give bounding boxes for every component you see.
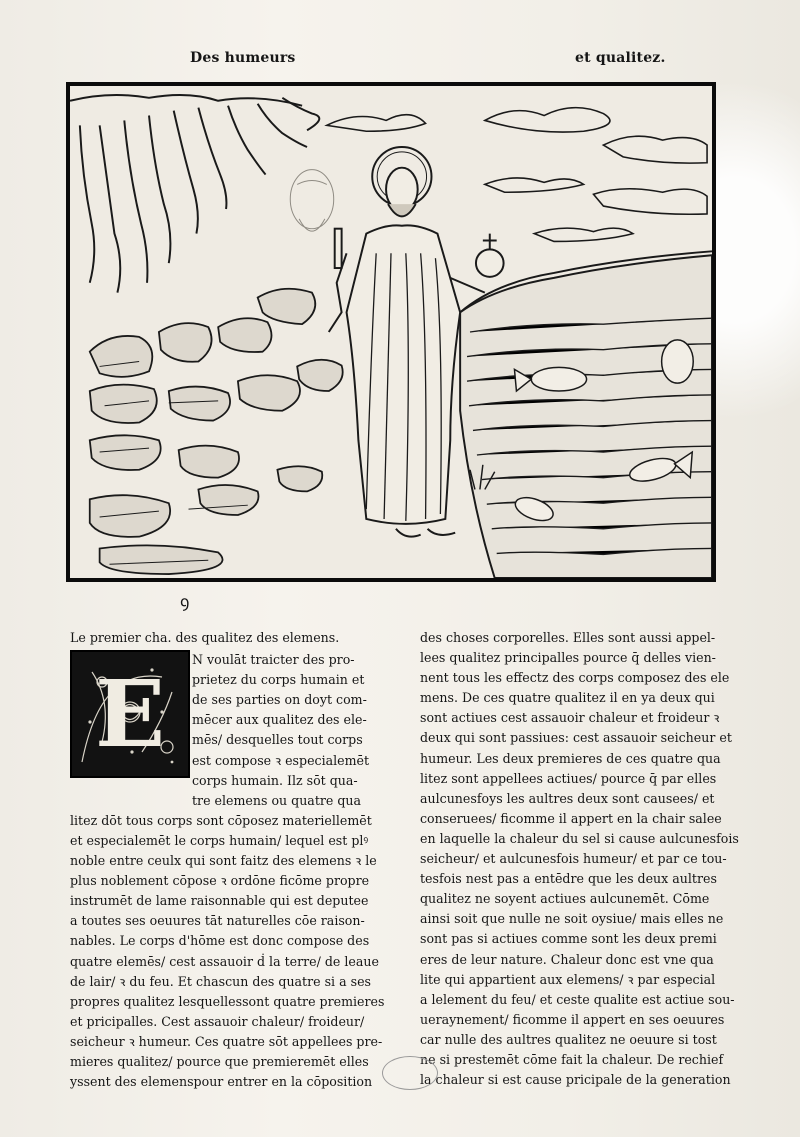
text-line: ainsi soit que nulle ne soit oysiue/ mais elles ne [420,911,724,927]
text-line: lite qui appartient aux elemens/ ꝛ par especial [420,971,716,987]
text-line: quatre elemēs/ cest assauoir ḋ la terre/ de leaue [70,953,379,969]
text-line: seicheur/ et aulcunesfois humeur/ et par ce tou- [420,851,727,867]
text-line: de ses parties on doyt com- [192,692,367,708]
text-line: a toutes ses oeuures tāt naturelles cōe raison- [70,913,365,929]
text-line: humeur. Les deux premieres de ces quatre qua [420,750,721,766]
text-line: yssent des elemenspour entrer en la cōposition [70,1074,373,1090]
running-head-right: et qualitez. [575,50,666,66]
woodcut-scene [70,86,712,578]
text-line: litez dōt tous corps sont cōposez materiellemēt [70,812,372,828]
text-line: la chaleur si est cause pricipale de la generation [420,1072,731,1088]
text-line: instrumēt de lame raisonnable qui est deputee [70,893,369,909]
text-line: N voulāt traicter des pro- [192,652,355,668]
text-line: lees qualitez principalles pource q̄ delles vien- [420,650,716,666]
text-line: aulcunesfoys les aultres deux sont causees/ et [420,790,715,806]
text-line: de lair/ ꝛ du feu. Et chascun des quatre si a ses [70,973,371,989]
text-line: nables. Le corps d'hōme est donc compose des [70,933,370,949]
text-line: qualitez ne soyent actiues aulcunemēt. Cōme [420,891,710,907]
text-line: propres qualitez lesquellessont quatre premieres [70,993,385,1009]
text-line: ueraynement/ ficomme il appert en ses oeuures [420,1011,725,1027]
water [460,255,712,578]
text-line: mēs/ desquelles tout corps [192,732,363,748]
text-line: car nulle des aultres qualitez ne oeuure si tost [420,1031,717,1047]
text-column-left [70,628,398,1092]
text-column-right [420,628,750,1090]
text-line: et pricipalles. Cest assauoir chaleur/ froideur/ [70,1013,365,1029]
text-line: noble entre ceulx qui sont faitz des elemens ꝛ le [70,853,377,869]
text-line: ne si prestemēt cōme fait la chaleur. De rechief [420,1051,724,1067]
text-line: plus noblement cōpose ꝛ ordōne ficōme propre [70,873,370,889]
text-line: est compose ꝛ especialemēt [192,752,370,768]
text-line: tre elemens ou quatre qua [192,792,362,808]
text-line: litez sont appellees actiues/ pource q̄ par elles [420,770,717,786]
text-line: corps humain. Ilz sōt qua- [192,772,358,788]
text-line: nent tous les effectz des corps composez des ele [420,670,730,686]
text-line: mieres qualitez/ pource que premieremēt elles [70,1053,369,1069]
text-line: des choses corporelles. Elles sont aussi appel- [420,630,716,645]
chapter-title: Le premier cha. des qualitez des elemens. [70,630,340,645]
text-line: en laquelle la chaleur du sel si cause aulcunesfois [420,830,739,846]
library-stamp [382,1056,438,1090]
text-line: conseruees/ ficomme il appert en la chair salee [420,810,722,826]
text-line: deux qui sont passiues: cest assauoir seicheur et [420,730,732,746]
text-line: mens. De ces quatre qualitez il en ya deux qui [420,690,715,706]
marginal-mark: ꝯ [180,592,190,611]
running-head-left: Des humeurs [190,50,296,66]
text-line: sont actiues cest assauoir chaleur et froideur ꝛ [420,710,720,726]
text-line: et especialemēt le corps humain/ lequel est plꝰ [70,832,369,848]
text-line: eres de leur nature. Chaleur donc est vne qua [420,951,714,967]
text-line: mēcer aux qualitez des ele- [192,712,367,728]
woodcut-illustration [66,82,716,582]
initial-letter: E [94,660,166,768]
text-line: a lelement du feu/ et ceste qualite est actiue sou- [420,991,735,1007]
text-line: prietez du corps humain et [192,672,365,688]
text-line: sont pas si actiues comme sont les deux premi [420,931,717,947]
text-line: tesfois nest pas a entēdre que les deux aultres [420,871,717,887]
text-line: seicheur ꝛ humeur. Ces quatre sōt appellees pre- [70,1033,383,1049]
